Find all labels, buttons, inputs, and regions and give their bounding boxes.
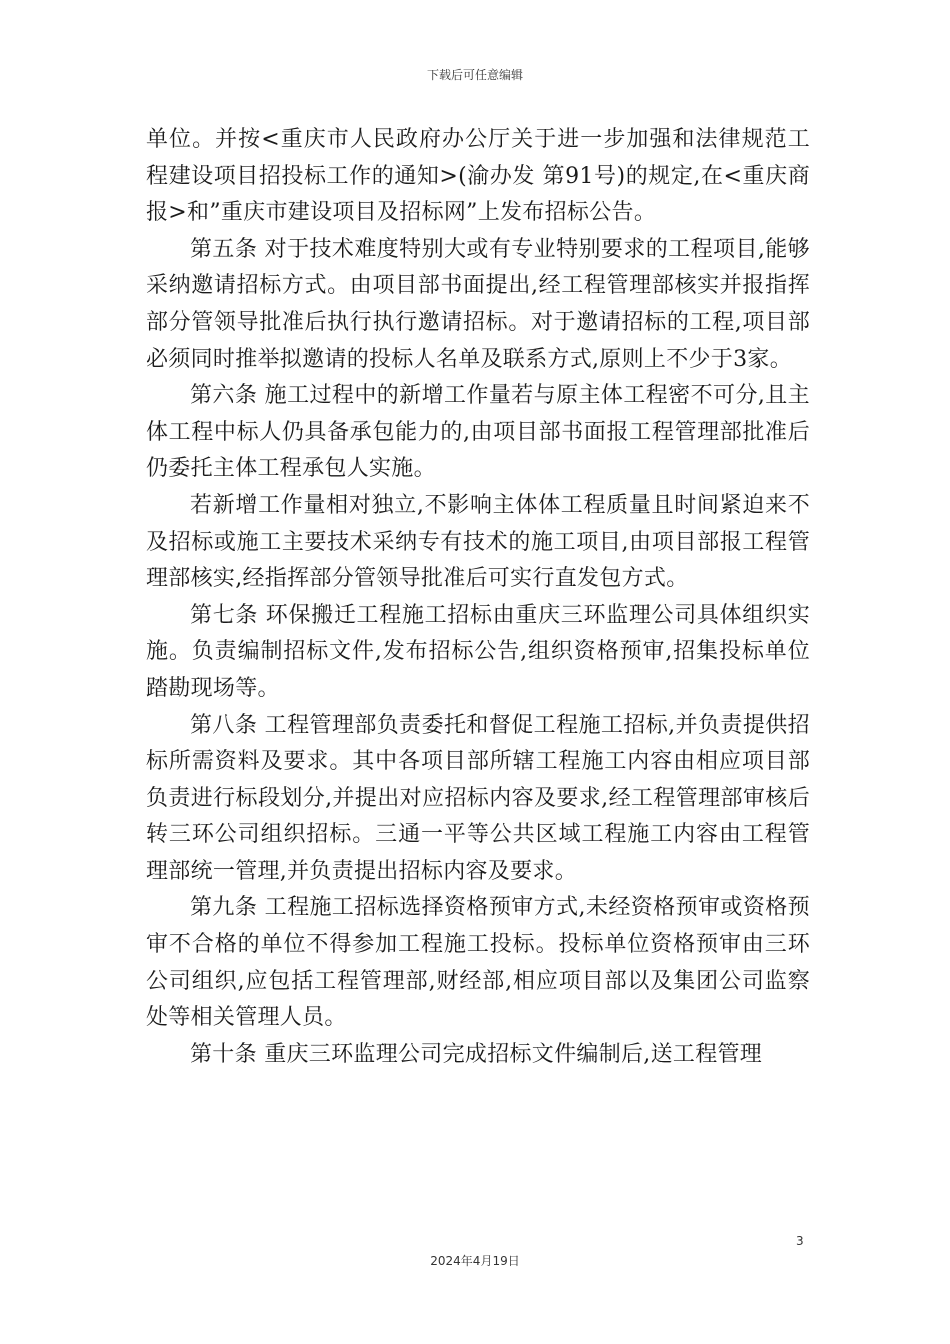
paragraph-article-9: 第九条 工程施工招标选择资格预审方式,未经资格预审或资格预审不合格的单位不得参加工程施工投标。投标单位资格预审由三环公司组织,应包括工程管理部,财经部,相应项目部以及集团公司监察处等相关管理人员。	[146, 895, 810, 1031]
paragraph-article-5: 第五条 对于技术难度特别大或有专业特别要求的工程项目,能够采纳邀请招标方式。由项目部书面提出,经工程管理部核实并报指挥部分管领导批准后执行执行邀请招标。对于邀请招标的工程,项目部必须同时推举拟邀请的投标人名单及联系方式,原则上不少于3家。	[146, 236, 810, 372]
paragraph-article-6-supplement: 若新增工作量相对独立,不影响主体体工程质量且时间紧迫来不及招标或施工主要技术采纳专有技术的施工项目,由项目部报工程管理部核实,经指挥部分管领导批准后可实行直发包方式。	[146, 492, 810, 592]
page-header: 下载后可任意编辑	[426, 68, 523, 82]
document-body	[146, 122, 810, 1073]
page-number: 3	[796, 1234, 804, 1248]
paragraph-article-7: 第七条 环保搬迁工程施工招标由重庆三环监理公司具体组织实施。负责编制招标文件,发布招标公告,组织资格预审,招集投标单位踏勘现场等。	[146, 602, 810, 701]
paragraph-continuation: 单位。并按<重庆市人民政府办公厅关于进一步加强和法律规范工程建设项目招投标工作的通知>(渝办发 第91号)的规定,在<重庆商报>和”重庆市建设项目及招标网”上发布招标公告。	[146, 127, 810, 226]
paragraph-article-10: 第十条 重庆三环监理公司完成招标文件编制后,送工程管理	[190, 1041, 763, 1067]
paragraph-article-6: 第六条 施工过程中的新增工作量若与原主体工程密不可分,且主体工程中标人仍具备承包能力的,由项目部书面报工程管理部批准后仍委托主体工程承包人实施。	[146, 383, 810, 482]
paragraph-article-8: 第八条 工程管理部负责委托和督促工程施工招标,并负责提供招标所需资料及要求。其中各项目部所辖工程施工内容由相应项目部负责进行标段划分,并提出对应招标内容及要求,经工程管理部审核后转三环公司组织招标。三通一平等公共区域工程施工内容由工程管理部统一管理,并负责提出招标内容及要求。	[146, 712, 810, 884]
page-footer-date: 2024年4月19日	[430, 1254, 520, 1268]
